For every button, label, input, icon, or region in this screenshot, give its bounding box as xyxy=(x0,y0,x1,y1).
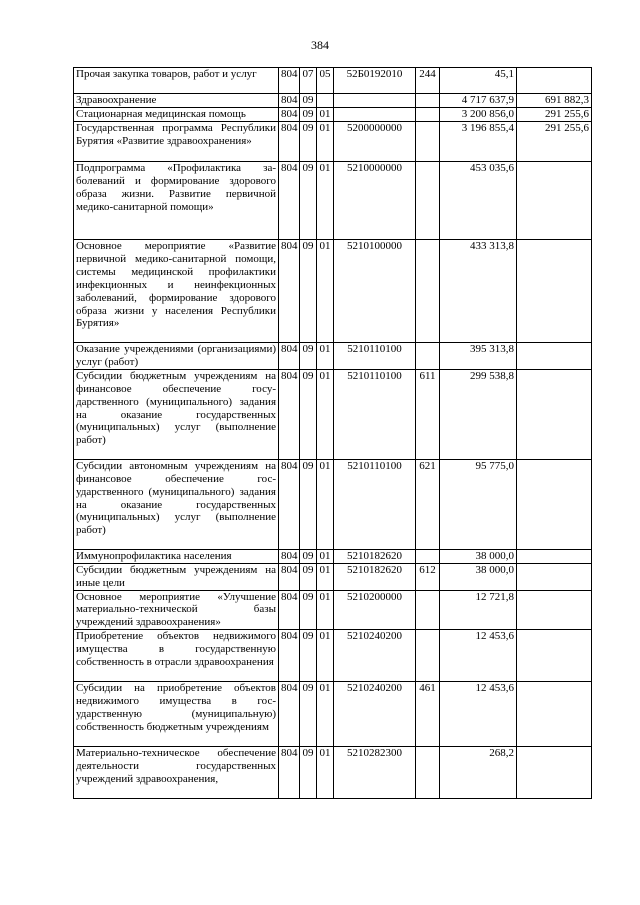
ministry-code: 804 xyxy=(279,162,300,240)
subsection-code: 01 xyxy=(317,240,334,343)
target-article-code: 5210110100 xyxy=(334,343,416,370)
row-name: Основное мероприятие «Улучшение материально-технической базы учреждений здравоохранения» xyxy=(74,590,279,630)
row-name: Приобретение объектов недвижимого имущества в государственную собственность в отрасли здравоохранения xyxy=(74,630,279,682)
amount-2 xyxy=(517,590,592,630)
table-row xyxy=(74,459,592,549)
section-code: 09 xyxy=(300,94,317,108)
section-code: 09 xyxy=(300,549,317,563)
section-code: 09 xyxy=(300,630,317,682)
row-name: Субсидии на приобретение объектов недвижимого имущества в государственную (муниципальную) собственность бюджетным учреждениям xyxy=(74,682,279,747)
expense-type-code: 244 xyxy=(416,68,440,94)
row-name: Субсидии бюджетным учреждениям на иные цели xyxy=(74,563,279,590)
ministry-code: 804 xyxy=(279,369,300,459)
section-code: 09 xyxy=(300,682,317,747)
section-code: 09 xyxy=(300,563,317,590)
subsection-code: 01 xyxy=(317,459,334,549)
row-name: Стационарная медицинская помощь xyxy=(74,108,279,122)
ministry-code: 804 xyxy=(279,94,300,108)
ministry-code: 804 xyxy=(279,122,300,162)
section-code: 09 xyxy=(300,240,317,343)
expense-type-code xyxy=(416,108,440,122)
table-row xyxy=(74,162,592,240)
row-name: Материально-техническое обеспечение деятельности государственных учреждений здравоохранения, xyxy=(74,747,279,799)
target-article-code: 5210282300 xyxy=(334,747,416,799)
amount-2 xyxy=(517,68,592,94)
ministry-code: 804 xyxy=(279,630,300,682)
table-body xyxy=(74,68,592,799)
amount-2 xyxy=(517,563,592,590)
amount-1: 3 196 855,4 xyxy=(440,122,517,162)
ministry-code: 804 xyxy=(279,108,300,122)
section-code: 09 xyxy=(300,162,317,240)
amount-1: 268,2 xyxy=(440,747,517,799)
target-article-code: 5210182620 xyxy=(334,549,416,563)
target-article-code: 5210240200 xyxy=(334,630,416,682)
amount-2: 691 882,3 xyxy=(517,94,592,108)
table-row xyxy=(74,747,592,799)
amount-1: 299 538,8 xyxy=(440,369,517,459)
subsection-code: 01 xyxy=(317,343,334,370)
amount-2 xyxy=(517,549,592,563)
amount-2: 291 255,6 xyxy=(517,122,592,162)
amount-2 xyxy=(517,630,592,682)
amount-1: 12 453,6 xyxy=(440,682,517,747)
target-article-code: 5210110100 xyxy=(334,459,416,549)
amount-1: 433 313,8 xyxy=(440,240,517,343)
section-code: 09 xyxy=(300,122,317,162)
row-name: Субсидии автономным учреждениям на финансовое обеспечение государственного (муниципального) задания на оказание государственных (муниципальных) услуг (выполнение работ) xyxy=(74,459,279,549)
subsection-code: 01 xyxy=(317,682,334,747)
amount-2 xyxy=(517,369,592,459)
amount-1: 12 721,8 xyxy=(440,590,517,630)
section-code: 09 xyxy=(300,590,317,630)
expense-type-code xyxy=(416,122,440,162)
amount-1: 38 000,0 xyxy=(440,563,517,590)
section-code: 09 xyxy=(300,343,317,370)
expense-type-code xyxy=(416,590,440,630)
ministry-code: 804 xyxy=(279,459,300,549)
subsection-code: 01 xyxy=(317,108,334,122)
table-row xyxy=(74,343,592,370)
row-name: Иммунопрофилактика населения xyxy=(74,549,279,563)
ministry-code: 804 xyxy=(279,343,300,370)
expense-type-code: 612 xyxy=(416,563,440,590)
expense-type-code: 621 xyxy=(416,459,440,549)
subsection-code: 01 xyxy=(317,369,334,459)
amount-2 xyxy=(517,240,592,343)
section-code: 07 xyxy=(300,68,317,94)
ministry-code: 804 xyxy=(279,682,300,747)
row-name: Здравоохранение xyxy=(74,94,279,108)
ministry-code: 804 xyxy=(279,563,300,590)
page-number: 384 xyxy=(311,38,329,52)
amount-1: 12 453,6 xyxy=(440,630,517,682)
table-row xyxy=(74,590,592,630)
amount-1: 38 000,0 xyxy=(440,549,517,563)
row-name: Основное мероприятие «Развитие первичной медико-санитарной помощи, системы медицинской профилактики инфекционных и неинфекционных заболеваний, формирование здорового образа жизни у населения Республики Бурятия» xyxy=(74,240,279,343)
section-code: 09 xyxy=(300,747,317,799)
subsection-code: 01 xyxy=(317,747,334,799)
amount-1: 3 200 856,0 xyxy=(440,108,517,122)
section-code: 09 xyxy=(300,369,317,459)
ministry-code: 804 xyxy=(279,68,300,94)
expense-type-code: 611 xyxy=(416,369,440,459)
amount-1: 95 775,0 xyxy=(440,459,517,549)
table-row xyxy=(74,630,592,682)
amount-2 xyxy=(517,343,592,370)
expense-type-code: 461 xyxy=(416,682,440,747)
expense-type-code xyxy=(416,343,440,370)
subsection-code: 01 xyxy=(317,162,334,240)
amount-1: 4 717 637,9 xyxy=(440,94,517,108)
target-article-code: 5210000000 xyxy=(334,162,416,240)
target-article-code xyxy=(334,94,416,108)
row-name: Прочая закупка товаров, работ и услуг xyxy=(74,68,279,94)
amount-1: 453 035,6 xyxy=(440,162,517,240)
target-article-code: 5200000000 xyxy=(334,122,416,162)
ministry-code: 804 xyxy=(279,590,300,630)
subsection-code: 01 xyxy=(317,563,334,590)
table-row xyxy=(74,122,592,162)
section-code: 09 xyxy=(300,108,317,122)
subsection-code xyxy=(317,94,334,108)
row-name: Государственная программа Республики Бурятия «Развитие здравоохранения» xyxy=(74,122,279,162)
expense-type-code xyxy=(416,240,440,343)
amount-2 xyxy=(517,747,592,799)
expense-type-code xyxy=(416,162,440,240)
expense-type-code xyxy=(416,747,440,799)
table-row xyxy=(74,68,592,94)
subsection-code: 01 xyxy=(317,590,334,630)
table-row xyxy=(74,108,592,122)
subsection-code: 01 xyxy=(317,122,334,162)
subsection-code: 01 xyxy=(317,630,334,682)
amount-2: 291 255,6 xyxy=(517,108,592,122)
amount-2 xyxy=(517,682,592,747)
amount-1: 395 313,8 xyxy=(440,343,517,370)
table-row xyxy=(74,369,592,459)
expense-type-code xyxy=(416,549,440,563)
row-name: Субсидии бюджетным учреждениям на финансовое обеспечение государственного (муниципального) задания на оказание государственных (муниципальных) услуг (выполнение работ) xyxy=(74,369,279,459)
amount-2 xyxy=(517,459,592,549)
table-row xyxy=(74,563,592,590)
row-name: Оказание учреждениями (организациями) услуг (работ) xyxy=(74,343,279,370)
expense-type-code xyxy=(416,94,440,108)
ministry-code: 804 xyxy=(279,747,300,799)
amount-1: 45,1 xyxy=(440,68,517,94)
target-article-code: 52Б0192010 xyxy=(334,68,416,94)
target-article-code: 5210200000 xyxy=(334,590,416,630)
table-row xyxy=(74,94,592,108)
expense-type-code xyxy=(416,630,440,682)
table-row xyxy=(74,549,592,563)
target-article-code xyxy=(334,108,416,122)
ministry-code: 804 xyxy=(279,240,300,343)
subsection-code: 05 xyxy=(317,68,334,94)
ministry-code: 804 xyxy=(279,549,300,563)
amount-2 xyxy=(517,162,592,240)
subsection-code: 01 xyxy=(317,549,334,563)
target-article-code: 5210182620 xyxy=(334,563,416,590)
row-name: Подпрограмма «Профилактика заболеваний и формирование здорового образа жизни. Развитие первичной медико-санитарной помощи» xyxy=(74,162,279,240)
table-row xyxy=(74,240,592,343)
budget-table xyxy=(73,67,592,799)
target-article-code: 5210110100 xyxy=(334,369,416,459)
target-article-code: 5210240200 xyxy=(334,682,416,747)
target-article-code: 5210100000 xyxy=(334,240,416,343)
section-code: 09 xyxy=(300,459,317,549)
table-row xyxy=(74,682,592,747)
